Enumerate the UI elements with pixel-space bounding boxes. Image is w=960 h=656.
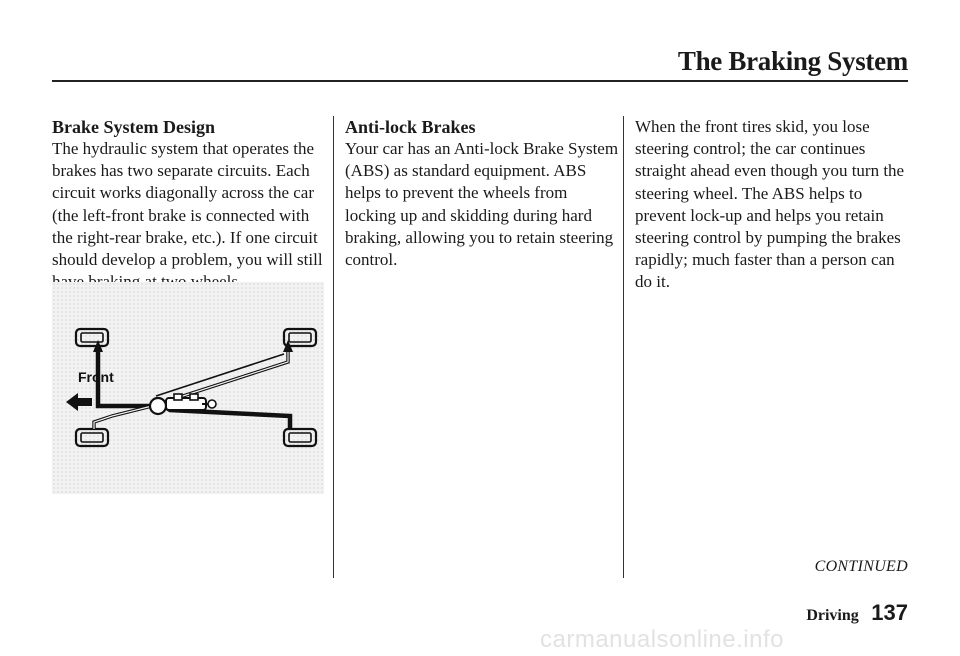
column-divider xyxy=(623,116,624,578)
column-anti-lock-brakes xyxy=(345,116,620,271)
brake-circuit-diagram xyxy=(52,282,324,494)
page-title: The Braking System xyxy=(677,46,908,76)
left-front-wheel-icon xyxy=(76,329,108,346)
anti-lock-brakes-heading: Anti-lock Brakes xyxy=(345,117,476,137)
column-divider xyxy=(333,116,334,578)
brake-circuit-svg xyxy=(52,282,324,494)
page-footer xyxy=(806,600,908,626)
column-abs-explanation xyxy=(635,116,915,294)
abs-explanation-text: When the front tires skid, you lose steering control; the car continues straight ahead even though you turn the steering wheel. The ABS helps to prevent lock-up and helps you retain steering control by pumping the brakes rapidly; much faster than a person can do it. xyxy=(635,117,905,292)
brake-system-design-text: The hydraulic system that operates the brakes has two separate circuits. Each circuit works diagonally across the car (the left-front brake is connected with the right-rear brake, etc.). If one circuit should develop a problem, you will still xyxy=(52,139,323,270)
front-direction-arrow-icon xyxy=(66,393,92,411)
brake-circuit-a-line xyxy=(98,348,290,428)
brake-circuit-b-line xyxy=(94,348,288,429)
left-rear-wheel-icon xyxy=(76,429,108,446)
brake-system-design-heading: Brake System Design xyxy=(52,117,215,137)
header-rule xyxy=(52,80,908,82)
page-number: 137 xyxy=(871,600,908,625)
section-name: Driving xyxy=(806,607,859,624)
column-brake-system-design xyxy=(52,116,332,293)
front-label: Front xyxy=(78,369,114,385)
right-rear-wheel-icon xyxy=(284,429,316,446)
continued-label: CONTINUED xyxy=(814,558,908,575)
anti-lock-brakes-text: Your car has an Anti-lock Brake System (ABS) as standard equipment. ABS helps to prevent the wheels from locking up and skidding during hard braking, allowing you to retain steering control. xyxy=(345,139,619,270)
watermark: carmanualsonline.info xyxy=(540,626,784,653)
